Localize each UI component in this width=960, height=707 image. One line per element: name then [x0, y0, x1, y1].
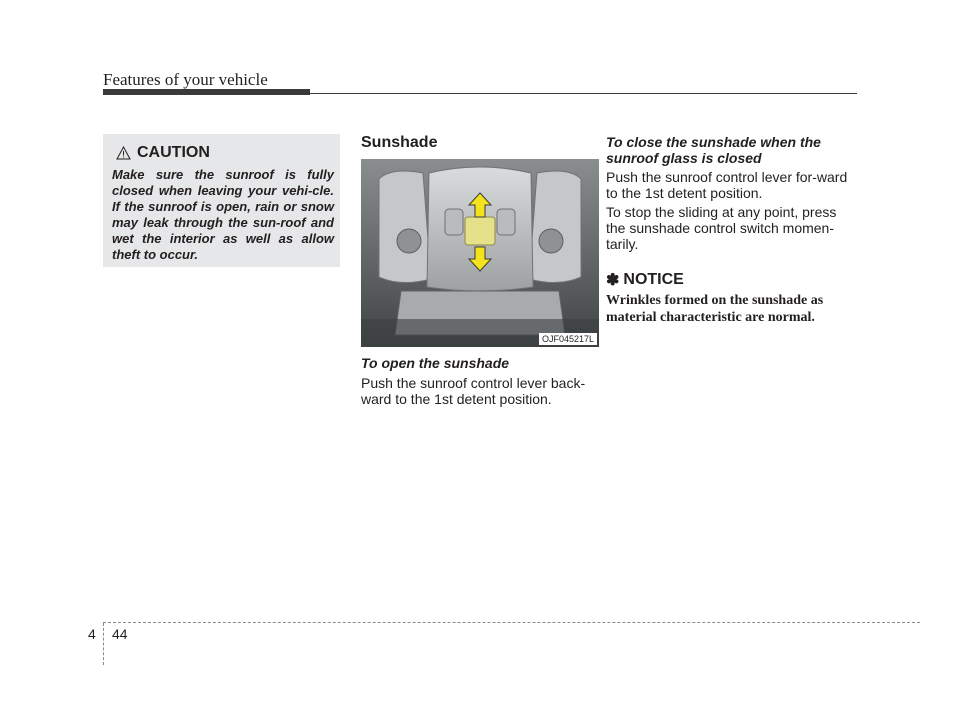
section-title: Sunshade — [361, 134, 438, 151]
close-sunshade-text: Push the sunroof control lever for-ward to the 1st detent position. — [606, 169, 848, 201]
header-rule-thin — [310, 93, 857, 94]
page-header-title: Features of your vehicle — [103, 70, 268, 89]
page-number: 44 — [112, 626, 128, 642]
open-sunshade-heading: To open the sunshade — [361, 355, 510, 371]
notice-star-icon: ✽ — [606, 272, 620, 289]
stop-sliding-text: To stop the sliding at any point, press the sunshade control switch momen-tarily. — [606, 204, 837, 252]
notice-heading — [606, 270, 684, 290]
notice-title: NOTICE — [623, 271, 684, 288]
caution-text: Make sure the sunroof is fully closed when leaving your vehi-cle. If the sunroof is open, rain or snow may leak through the sun-roof and wet the interior as well as allow theft to occur. — [112, 167, 334, 262]
warning-triangle-icon — [116, 146, 131, 160]
chapter-number: 4 — [88, 626, 96, 642]
caution-title: CAUTION — [137, 144, 210, 161]
sunroof-control-photo — [361, 159, 599, 347]
caution-heading — [116, 144, 210, 162]
footer-vertical-rule — [103, 623, 104, 665]
close-sunshade-heading: To close the sunshade when the sunroof glass is closed — [606, 134, 821, 166]
image-code-label: OJF045217L — [539, 333, 597, 345]
header-rule-thick — [103, 89, 310, 95]
open-sunshade-text: Push the sunroof control lever back-ward to the 1st detent position. — [361, 375, 586, 407]
overhead-console-illustration — [361, 159, 599, 347]
notice-text: Wrinkles formed on the sunshade as material characteristic are normal. — [606, 293, 824, 325]
footer-rule — [103, 622, 920, 623]
